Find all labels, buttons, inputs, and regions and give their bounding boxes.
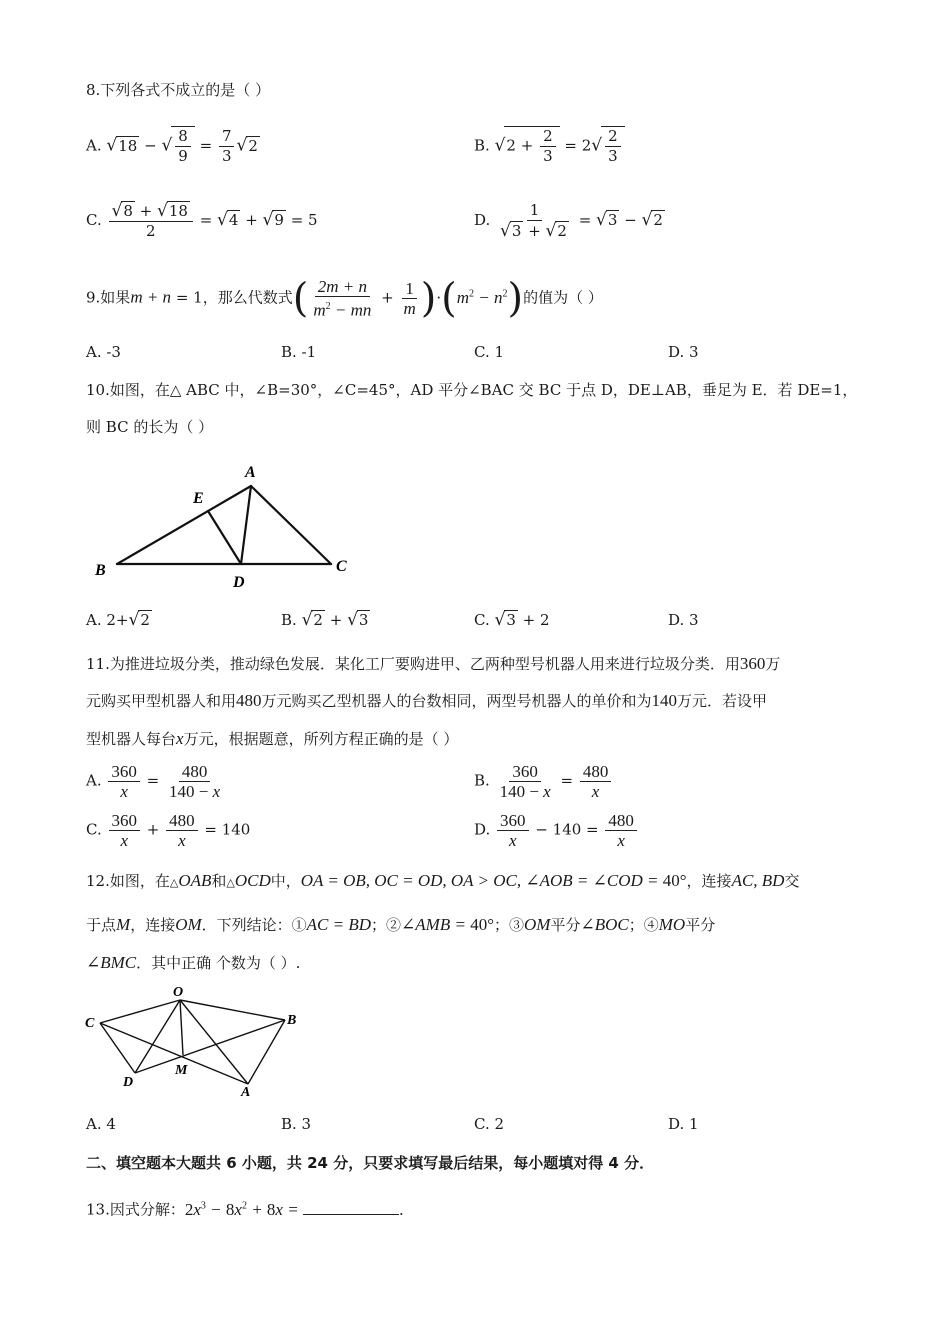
q12-option-a: A. 4 xyxy=(86,1115,116,1133)
q9-option-a: A. -3 xyxy=(86,343,121,361)
q10-option-d: D. 3 xyxy=(668,611,699,629)
q8-option-a: A. √18 − √ $\frac{8}{9}$ = $\frac{7}{3}$ √2 xyxy=(86,127,258,165)
q12-figure xyxy=(80,982,310,1102)
q11-stem-line2: 元购买甲型机器人和用480万元购买乙型机器人的台数相同，两型号机器人的单价和为140万元．若设甲 xyxy=(86,691,768,710)
q8-stem: 8.下列各式不成立的是（ ） xyxy=(86,81,271,99)
label-b: B xyxy=(95,562,106,579)
label-d: D xyxy=(123,1075,134,1090)
q10-stem-line2: 则 BC 的长为（ ） xyxy=(86,418,214,436)
q11-option-d: D. $\frac{360}{x}$ − 140 = $\frac{480}{x}$ xyxy=(474,811,639,850)
q10-stem-line1: 10.如图，在△ ABC 中，∠B=30°，∠C=45°，AD 平分∠BAC 交 BC 于点 D，DE⊥AB，垂足为 E．若 DE=1， xyxy=(86,381,858,399)
q10-triangle-figure xyxy=(85,455,365,595)
q12-stem-line3: ∠BMC．其中正确 个数为（ ）. xyxy=(86,953,301,972)
segment-om xyxy=(180,1000,183,1055)
label-c: C xyxy=(336,558,347,575)
q13-stem: 13.因式分解：$2x^3 - 8x^2 + 8x$ = ． xyxy=(86,1199,414,1219)
label-a: A xyxy=(245,464,256,481)
q9-option-d: D. 3 xyxy=(668,343,699,361)
label-b: B xyxy=(287,1013,297,1028)
q11-option-c: C. $\frac{360}{x}$ + $\frac{480}{x}$ = 140 xyxy=(86,811,251,850)
segment-ba xyxy=(117,486,251,564)
label-d: D xyxy=(233,574,245,591)
label-c: C xyxy=(85,1016,95,1031)
q8-option-d: D. $\frac{1}{√3 + √2}$ = √3 − √2 xyxy=(474,201,663,241)
segment-ac xyxy=(251,486,331,564)
q13-answer-blank[interactable] xyxy=(303,1200,399,1215)
q9-stem: 9.如果m + n = 1，那么代数式( $\frac{2m + n}{m^2 - mn}$ + $\frac{1}{m}$ )$\cdot(m^2 - n^2)$的值为（ ） xyxy=(86,275,603,322)
label-o: O xyxy=(173,985,184,1000)
q12-option-d: D. 1 xyxy=(668,1115,699,1133)
q11-stem-line3: 型机器人每台x万元，根据题意，所列方程正确的是（ ） xyxy=(86,729,459,748)
segment-ad xyxy=(241,486,251,564)
q12-option-c: C. 2 xyxy=(474,1115,505,1133)
q12-stem-line1: 12.如图，在△OAB和△OCD中，OA = OB, OC = OD, OA > OC, ∠AOB = ∠COD = 40°，连接AC, BD交 xyxy=(86,871,800,890)
q11-option-b: B. $\frac{360}{140 - x}$ = $\frac{480}{x}$ xyxy=(474,762,613,801)
q11-stem-line1: 11.为推进垃圾分类，推动绿色发展．某化工厂要购进甲、乙两种型号机器人用来进行垃圾分类．用360万 xyxy=(86,654,781,673)
q10-option-a: A. 2+√2 xyxy=(86,610,150,630)
label-a: A xyxy=(241,1085,251,1100)
segment-ob xyxy=(180,1000,285,1020)
q12-option-b: B. 3 xyxy=(281,1115,312,1133)
segment-de xyxy=(208,511,241,564)
label-m: M xyxy=(175,1063,188,1078)
q11-option-a: A. $\frac{360}{x}$ = $\frac{480}{140 - x}$ xyxy=(86,762,221,801)
q9-option-b: B. -1 xyxy=(281,343,317,361)
q8-option-c: C. $\frac{√8 + √18}{2}$ = √4 + √9 = 5 xyxy=(86,201,318,240)
q8-option-b: B. √2 + $\frac{2}{3}$ = 2√ $\frac{2}{3}$ xyxy=(474,126,625,166)
segment-ba xyxy=(248,1020,285,1084)
segment-oa xyxy=(180,1000,248,1084)
section-heading-fill-in: 二、填空题本大题共 6 小题，共 24 分，只要求填写最后结果，每小题填对得 4 分． xyxy=(86,1154,655,1172)
label-e: E xyxy=(193,490,204,507)
q10-option-c: C. √3 + 2 xyxy=(474,610,550,630)
q9-option-c: C. 1 xyxy=(474,343,505,361)
q12-stem-line2: 于点M，连接OM．下列结论：①AC = BD；②∠AMB = 40°；③OM平分∠BOC；④MO平分 xyxy=(86,915,716,934)
q10-option-b: B. √2 + √3 xyxy=(281,610,369,630)
